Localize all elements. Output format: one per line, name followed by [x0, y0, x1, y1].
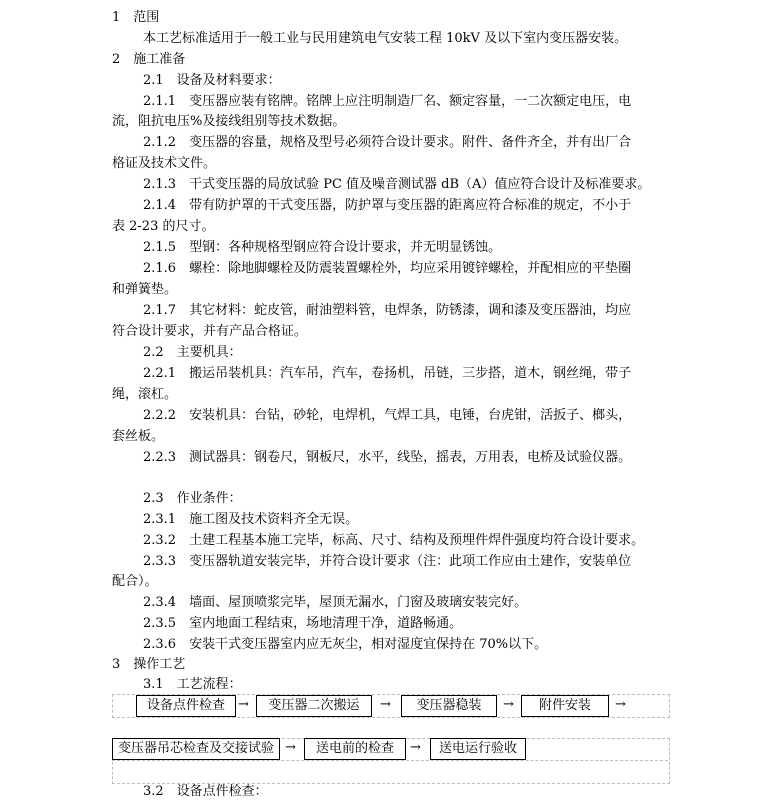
subsection-3-2-heading: 3.2 设备点件检查： [143, 784, 268, 799]
flow-step-accessories: 附件安装 [521, 695, 609, 717]
subsection-2-3-heading: 2.3 作业条件： [143, 491, 242, 506]
flow-arrow: → [503, 697, 514, 712]
item-2-3-4: 2.3.4 墙面、屋顶喷浆完毕，屋顶无漏水，门窗及玻璃安装完好。 [143, 595, 528, 610]
item-2-3-5: 2.3.5 室内地面工程结束，场地清理干净，道路畅通。 [143, 616, 463, 631]
item-2-1-3: 2.1.3 干式变压器的局放试验 PC 值及噪音测试器 dB（A）值应符合设计及标准要求。 [143, 177, 651, 192]
subsection-2-1-heading: 2.1 设备及材料要求： [143, 73, 281, 88]
subsection-3-1-heading: 3.1 工艺流程： [143, 677, 242, 692]
item-2-3-6: 2.3.6 安装干式变压器室内应无灰尘，相对湿度宜保持在 70%以下。 [143, 637, 548, 652]
item-2-2-1-line1: 2.2.1 搬运吊装机具：汽车吊，汽车，卷扬机，吊链，三步搭，道木，钢丝绳，带子 [143, 366, 632, 381]
item-2-3-1: 2.3.1 施工图及技术资料齐全无误。 [143, 512, 359, 527]
item-2-3-2: 2.3.2 土建工程基本施工完毕，标高、尺寸、结构及预埋件焊件强度均符合设计要求。 [143, 533, 645, 548]
item-2-1-7-line2: 符合设计要求，并有产品合格证。 [112, 324, 308, 339]
flow-step-acceptance: 送电运行验收 [430, 738, 526, 760]
flow-arrow: → [380, 697, 391, 712]
item-2-2-2-line2: 套丝板。 [112, 429, 165, 444]
flow-step-inspection: 设备点件检查 [136, 695, 236, 717]
section-2-heading: 2 施工准备 [112, 52, 186, 67]
flow-arrow: → [410, 740, 421, 755]
item-2-1-1-line2: 流，阻抗电压%及接线组别等技术数据。 [112, 114, 346, 129]
item-2-1-1-line1: 2.1.1 变压器应装有铭牌。铭牌上应注明制造厂名、额定容量，一二次额定电压，电 [143, 94, 632, 109]
item-2-1-2-line1: 2.1.2 变压器的容量，规格及型号必须符合设计要求。附件、备件齐全，并有出厂合 [143, 135, 632, 150]
item-2-2-1-line2: 绳，滚杠。 [112, 387, 178, 402]
flow-arrow: → [238, 697, 249, 712]
item-2-1-5: 2.1.5 型钢：各种规格型钢应符合设计要求，并无明显锈蚀。 [143, 240, 502, 255]
flow-step-secondary-transport: 变压器二次搬运 [256, 695, 372, 717]
flow-arrow: → [285, 740, 296, 755]
item-2-1-7-line1: 2.1.7 其它材料：蛇皮管，耐油塑料管，电焊条，防锈漆，调和漆及变压器油，均应 [143, 303, 632, 318]
item-2-1-2-line2: 格证及技术文件。 [112, 156, 217, 171]
item-2-2-2-line1: 2.2.2 安装机具：台钻，砂轮，电焊机，气焊工具，电锤，台虎钳，活扳子、榔头， [143, 408, 632, 423]
section-1-heading: 1 范围 [112, 10, 160, 25]
flow-step-core-inspection-test: 变压器吊芯检查及交接试验 [112, 738, 280, 760]
item-2-1-4-line2: 表 2-23 的尺寸。 [112, 219, 215, 234]
flow-divider [112, 760, 668, 761]
subsection-2-2-heading: 2.2 主要机具： [143, 345, 242, 360]
section-3-heading: 3 操作工艺 [112, 657, 186, 672]
scope-paragraph: 本工艺标准适用于一般工业与民用建筑电气安装工程 10kV 及以下室内变压器安装。 [143, 31, 628, 46]
item-2-1-4-line1: 2.1.4 带有防护罩的干式变压器，防护罩与变压器的距离应符合标准的规定，不小于 [143, 198, 632, 213]
item-2-3-3-line2: 配合）。 [112, 574, 158, 589]
item-2-2-3: 2.2.3 测试器具：钢卷尺，钢板尺，水平，线坠，摇表，万用表，电桥及试验仪器。 [143, 450, 632, 465]
item-2-3-3-line1: 2.3.3 变压器轨道安装完毕，并符合设计要求（注：此项工作应由土建作，安装单位 [143, 554, 632, 569]
flow-step-installation: 变压器稳装 [401, 695, 497, 717]
item-2-1-6-line2: 和弹簧垫。 [112, 282, 178, 297]
flow-step-pre-energize-check: 送电前的检查 [304, 738, 406, 760]
item-2-1-6-line1: 2.1.6 螺栓：除地脚螺栓及防震装置螺栓外，均应采用镀锌螺栓，并配相应的平垫圈 [143, 261, 632, 276]
flow-arrow: → [615, 697, 626, 712]
